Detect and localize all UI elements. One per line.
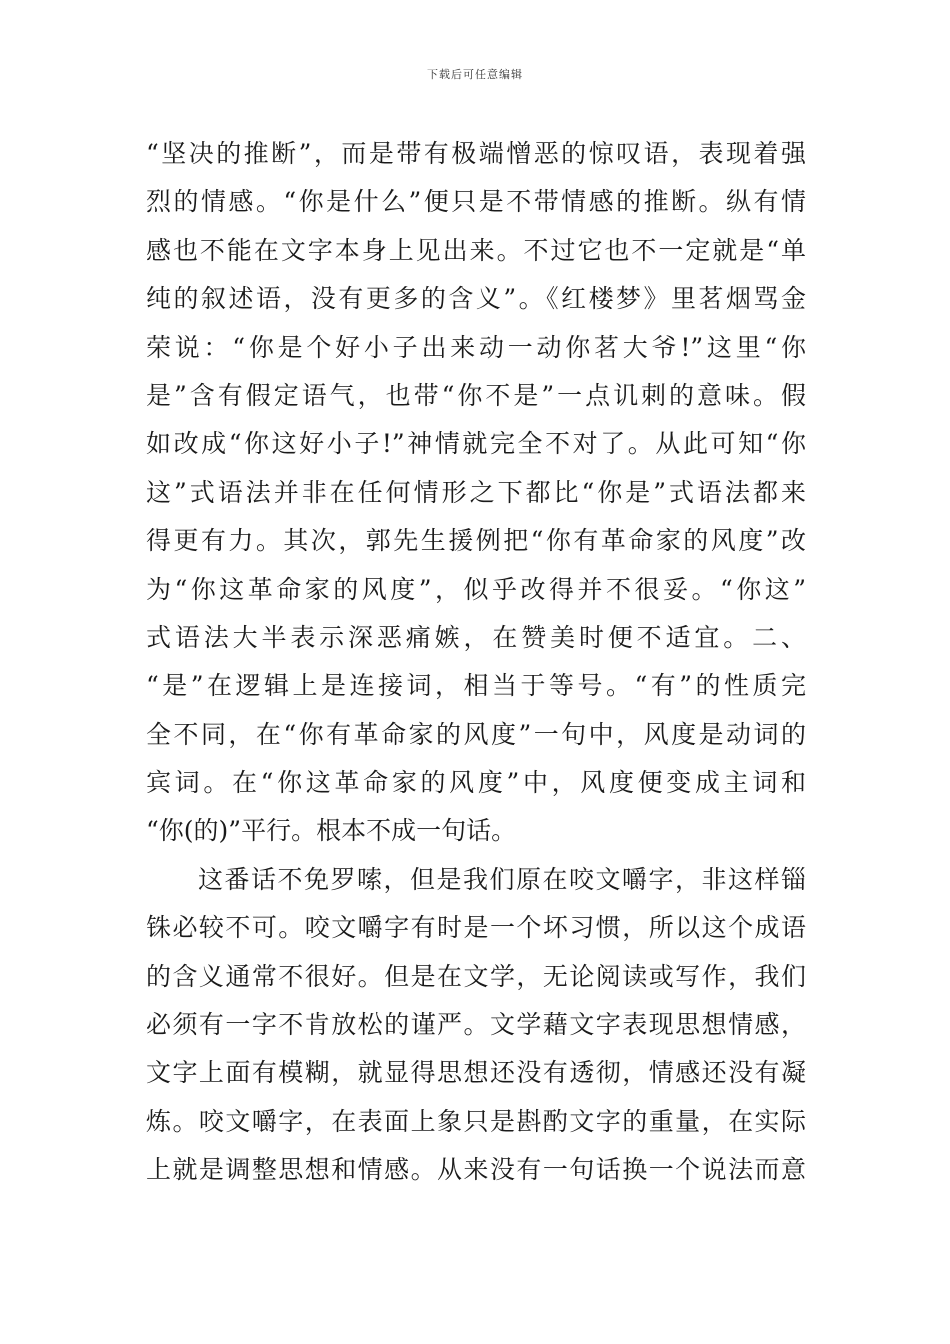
- text-line: 这”式语法并非在任何情形之下都比“你是”式语法都来: [146, 477, 806, 507]
- text-line: 纯的叙述语，没有更多的含义”。《红楼梦》里茗烟骂金: [146, 284, 806, 314]
- text-line: 全不同，在“你有革命家的风度”一句中，风度是动词的: [146, 719, 806, 749]
- body-text: [146, 130, 806, 1195]
- text-line: 的含义通常不很好。但是在文学，无论阅读或写作，我们: [146, 961, 806, 991]
- text-line: 得更有力。其次，郭先生援例把“你有革命家的风度”改: [146, 526, 806, 556]
- text-line: 烈的情感。“你是什么”便只是不带情感的推断。纵有情: [146, 187, 806, 217]
- text-line: “是”在逻辑上是连接词，相当于等号。“有”的性质完: [146, 671, 806, 701]
- text-line: “你(的)”平行。根本不成一句话。: [146, 816, 517, 846]
- text-line: 上就是调整思想和情感。从来没有一句话换一个说法而意: [146, 1155, 806, 1185]
- text-line: 宾词。在“你这革命家的风度”中，风度便变成主词和: [146, 768, 806, 798]
- text-line: 铢必较不可。咬文嚼字有时是一个坏习惯，所以这个成语: [146, 913, 806, 943]
- text-line: 感也不能在文字本身上见出来。不过它也不一定就是“单: [146, 235, 806, 265]
- text-line: “坚决的推断”，而是带有极端憎恶的惊叹语，表现着强: [146, 139, 806, 168]
- text-line: 这番话不免罗嗦，但是我们原在咬文嚼字，非这样锱: [198, 864, 806, 894]
- text-line: 为“你这革命家的风度”，似乎改得并不很妥。“你这”: [146, 574, 806, 604]
- paragraph: [146, 856, 806, 1195]
- text-line: 如改成“你这好小子!”神情就完全不对了。从此可知“你: [146, 429, 806, 459]
- text-line: 文字上面有模糊，就显得思想还没有透彻，情感还没有凝: [146, 1058, 806, 1088]
- text-line: 式语法大半表示深恶痛嫉，在赞美时便不适宜。二、: [146, 622, 806, 652]
- text-line: 荣说：“你是个好小子出来动一动你茗大爷!”这里“你: [146, 332, 806, 362]
- paragraph: [146, 130, 806, 856]
- page-header: 下载后可任意编辑: [427, 68, 523, 81]
- text-line: 是”含有假定语气，也带“你不是”一点讥刺的意味。假: [146, 380, 806, 410]
- text-line: 必须有一字不肯放松的谨严。文学藉文字表现思想情感，: [146, 1010, 806, 1040]
- text-line: 炼。咬文嚼字，在表面上象只是斟酌文字的重量，在实际: [146, 1106, 806, 1136]
